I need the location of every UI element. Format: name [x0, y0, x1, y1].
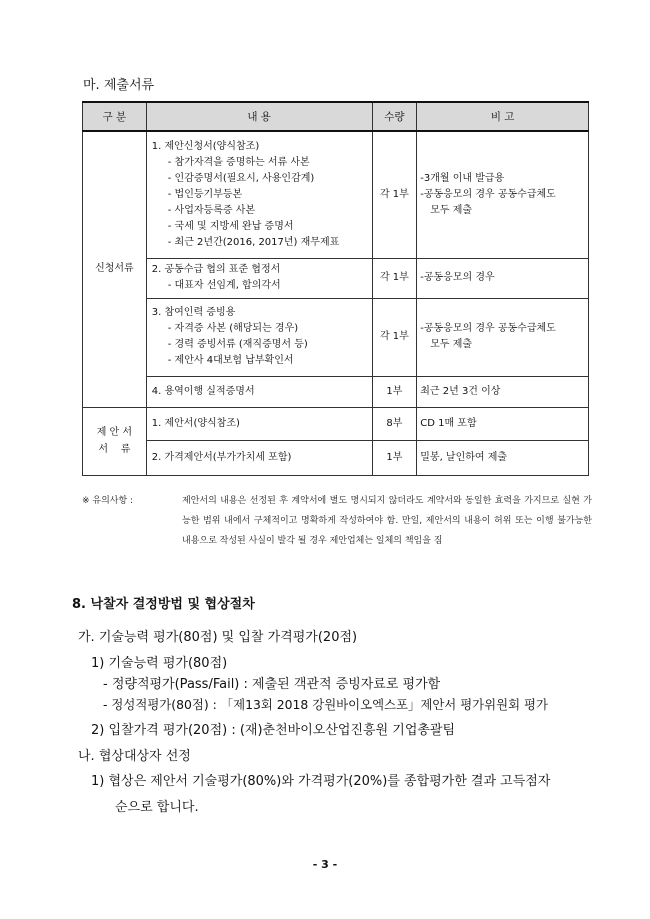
quantity-cell: 1부	[372, 376, 417, 407]
content-line: - 제안사 4대보험 납부확인서	[167, 355, 294, 366]
item-na-1-cont: 순으로 합니다.	[115, 800, 199, 815]
content-line: - 사업자등록증 사본	[167, 204, 256, 216]
content-cell	[146, 258, 372, 298]
table-header-row	[83, 102, 589, 131]
page-number: - 3 -	[312, 858, 338, 871]
content-line: - 인감증명서(필요시, 사용인감계)	[167, 172, 315, 184]
header-content: 내 용	[146, 102, 372, 131]
remarks-cell	[417, 376, 589, 407]
item-ga-1a: - 정량적평가(Pass/Fail) : 제출된 객관적 증빙자료로 평가함	[103, 677, 441, 692]
quantity-cell: 각 1부	[372, 258, 417, 298]
content-line: - 경력 증빙서류 (재직증명서 등)	[167, 339, 308, 350]
remarks-line: -공동응모의 경우 공동수급체도	[420, 323, 556, 334]
remarks-cell	[417, 407, 589, 440]
notice-label: ※ 유의사항 :	[82, 496, 134, 506]
content-line: 1. 제안서(양식참조)	[151, 417, 240, 429]
content-line: 4. 용역이행 실적증명서	[151, 385, 255, 397]
notice-block	[82, 491, 592, 551]
quantity-cell: 각 1부	[372, 131, 417, 258]
item-ga-1: 1) 기술능력 평가(80점)	[91, 656, 228, 671]
quantity-cell: 각 1부	[372, 298, 417, 376]
table-row	[83, 440, 589, 475]
content-line: 3. 참여인력 증빙용	[151, 307, 236, 318]
content-cell	[146, 376, 372, 407]
content-line: - 법인등기부등본	[167, 188, 243, 200]
item-ga-2: 2) 입찰가격 평가(20점) : (재)춘천바이오산업진흥원 기업총괄팀	[91, 723, 456, 738]
remarks-line: 모두 제출	[430, 204, 473, 216]
remarks-line: 밀봉, 날인하여 제출	[420, 451, 508, 463]
content-line: - 국세 및 지방세 완납 증명서	[167, 220, 294, 232]
content-line: - 자격증 사본 (해당되는 경우)	[167, 323, 299, 334]
table-row	[83, 131, 589, 258]
submission-docs-table	[82, 101, 589, 476]
remarks-cell	[417, 298, 589, 376]
category-cell-application: 신청서류	[83, 131, 147, 407]
table-row	[83, 407, 589, 440]
content-line: 2. 공동수급 협의 표준 협정서	[151, 264, 281, 275]
remarks-line: -공동응모의 경우 공동수급체도	[420, 188, 556, 200]
item-ga: 가. 기술능력 평가(80점) 및 입찰 가격평가(20점)	[78, 630, 358, 645]
content-line: 2. 가격제안서(부가가치세 포함)	[151, 451, 292, 463]
content-line: - 참가자격을 증명하는 서류 사본	[167, 156, 310, 168]
quantity-cell: 1부	[372, 440, 417, 475]
remarks-line: -공동응모의 경우	[420, 272, 495, 283]
header-quantity: 수량	[372, 102, 417, 131]
remarks-cell	[417, 131, 589, 258]
category-cell-proposal: 제 안 서 서 류	[83, 407, 147, 475]
quantity-cell: 8부	[372, 407, 417, 440]
table-row	[83, 376, 589, 407]
content-cell	[146, 407, 372, 440]
item-ga-1b: - 정성적평가(80점) : 「제13회 2018 강원바이오엑스포」제안서 평가위원회 평가	[103, 697, 548, 712]
item-na-1: 1) 협상은 제안서 기술평가(80%)와 가격평가(20%)를 종합평가한 결과 고득점자	[91, 774, 551, 789]
table-row	[83, 298, 589, 376]
remarks-cell	[417, 440, 589, 475]
submission-docs-heading: 마. 제출서류	[83, 78, 155, 93]
content-cell	[146, 131, 372, 258]
content-cell	[146, 440, 372, 475]
header-remarks: 비 고	[417, 102, 589, 131]
content-line: - 대표자 선임계, 합의각서	[167, 280, 281, 291]
remarks-line: 최근 2년 3건 이상	[420, 385, 501, 397]
remarks-line: -3개월 이내 발급용	[420, 172, 505, 184]
remarks-cell	[417, 258, 589, 298]
header-category: 구 분	[83, 102, 147, 131]
remarks-line: 모두 제출	[430, 339, 473, 350]
notice-text: 제안서의 내용은 선정된 후 계약서에 별도 명시되지 않더라도 계약서와 동일한 효력을 가지므로 실현 가능한 범위 내에서 구체적이고 명확하게 작성하여야 함. 만일, 제안서의 내용이 허위 또는 이행 불가능한 내용으로 작성된 사실이 발각 될 경우 제안업체는 일체의 책임을 짐	[182, 496, 592, 546]
item-na: 나. 협상대상자 선정	[78, 749, 191, 764]
content-line: - 최근 2년간(2016, 2017년) 재무제표	[167, 236, 340, 248]
remarks-line: CD 1매 포함	[420, 417, 477, 429]
table-row	[83, 258, 589, 298]
section-8-title: 8. 낙찰자 결정방법 및 협상절차	[72, 597, 255, 612]
content-cell	[146, 298, 372, 376]
content-line: 1. 제안신청서(양식참조)	[151, 140, 260, 152]
